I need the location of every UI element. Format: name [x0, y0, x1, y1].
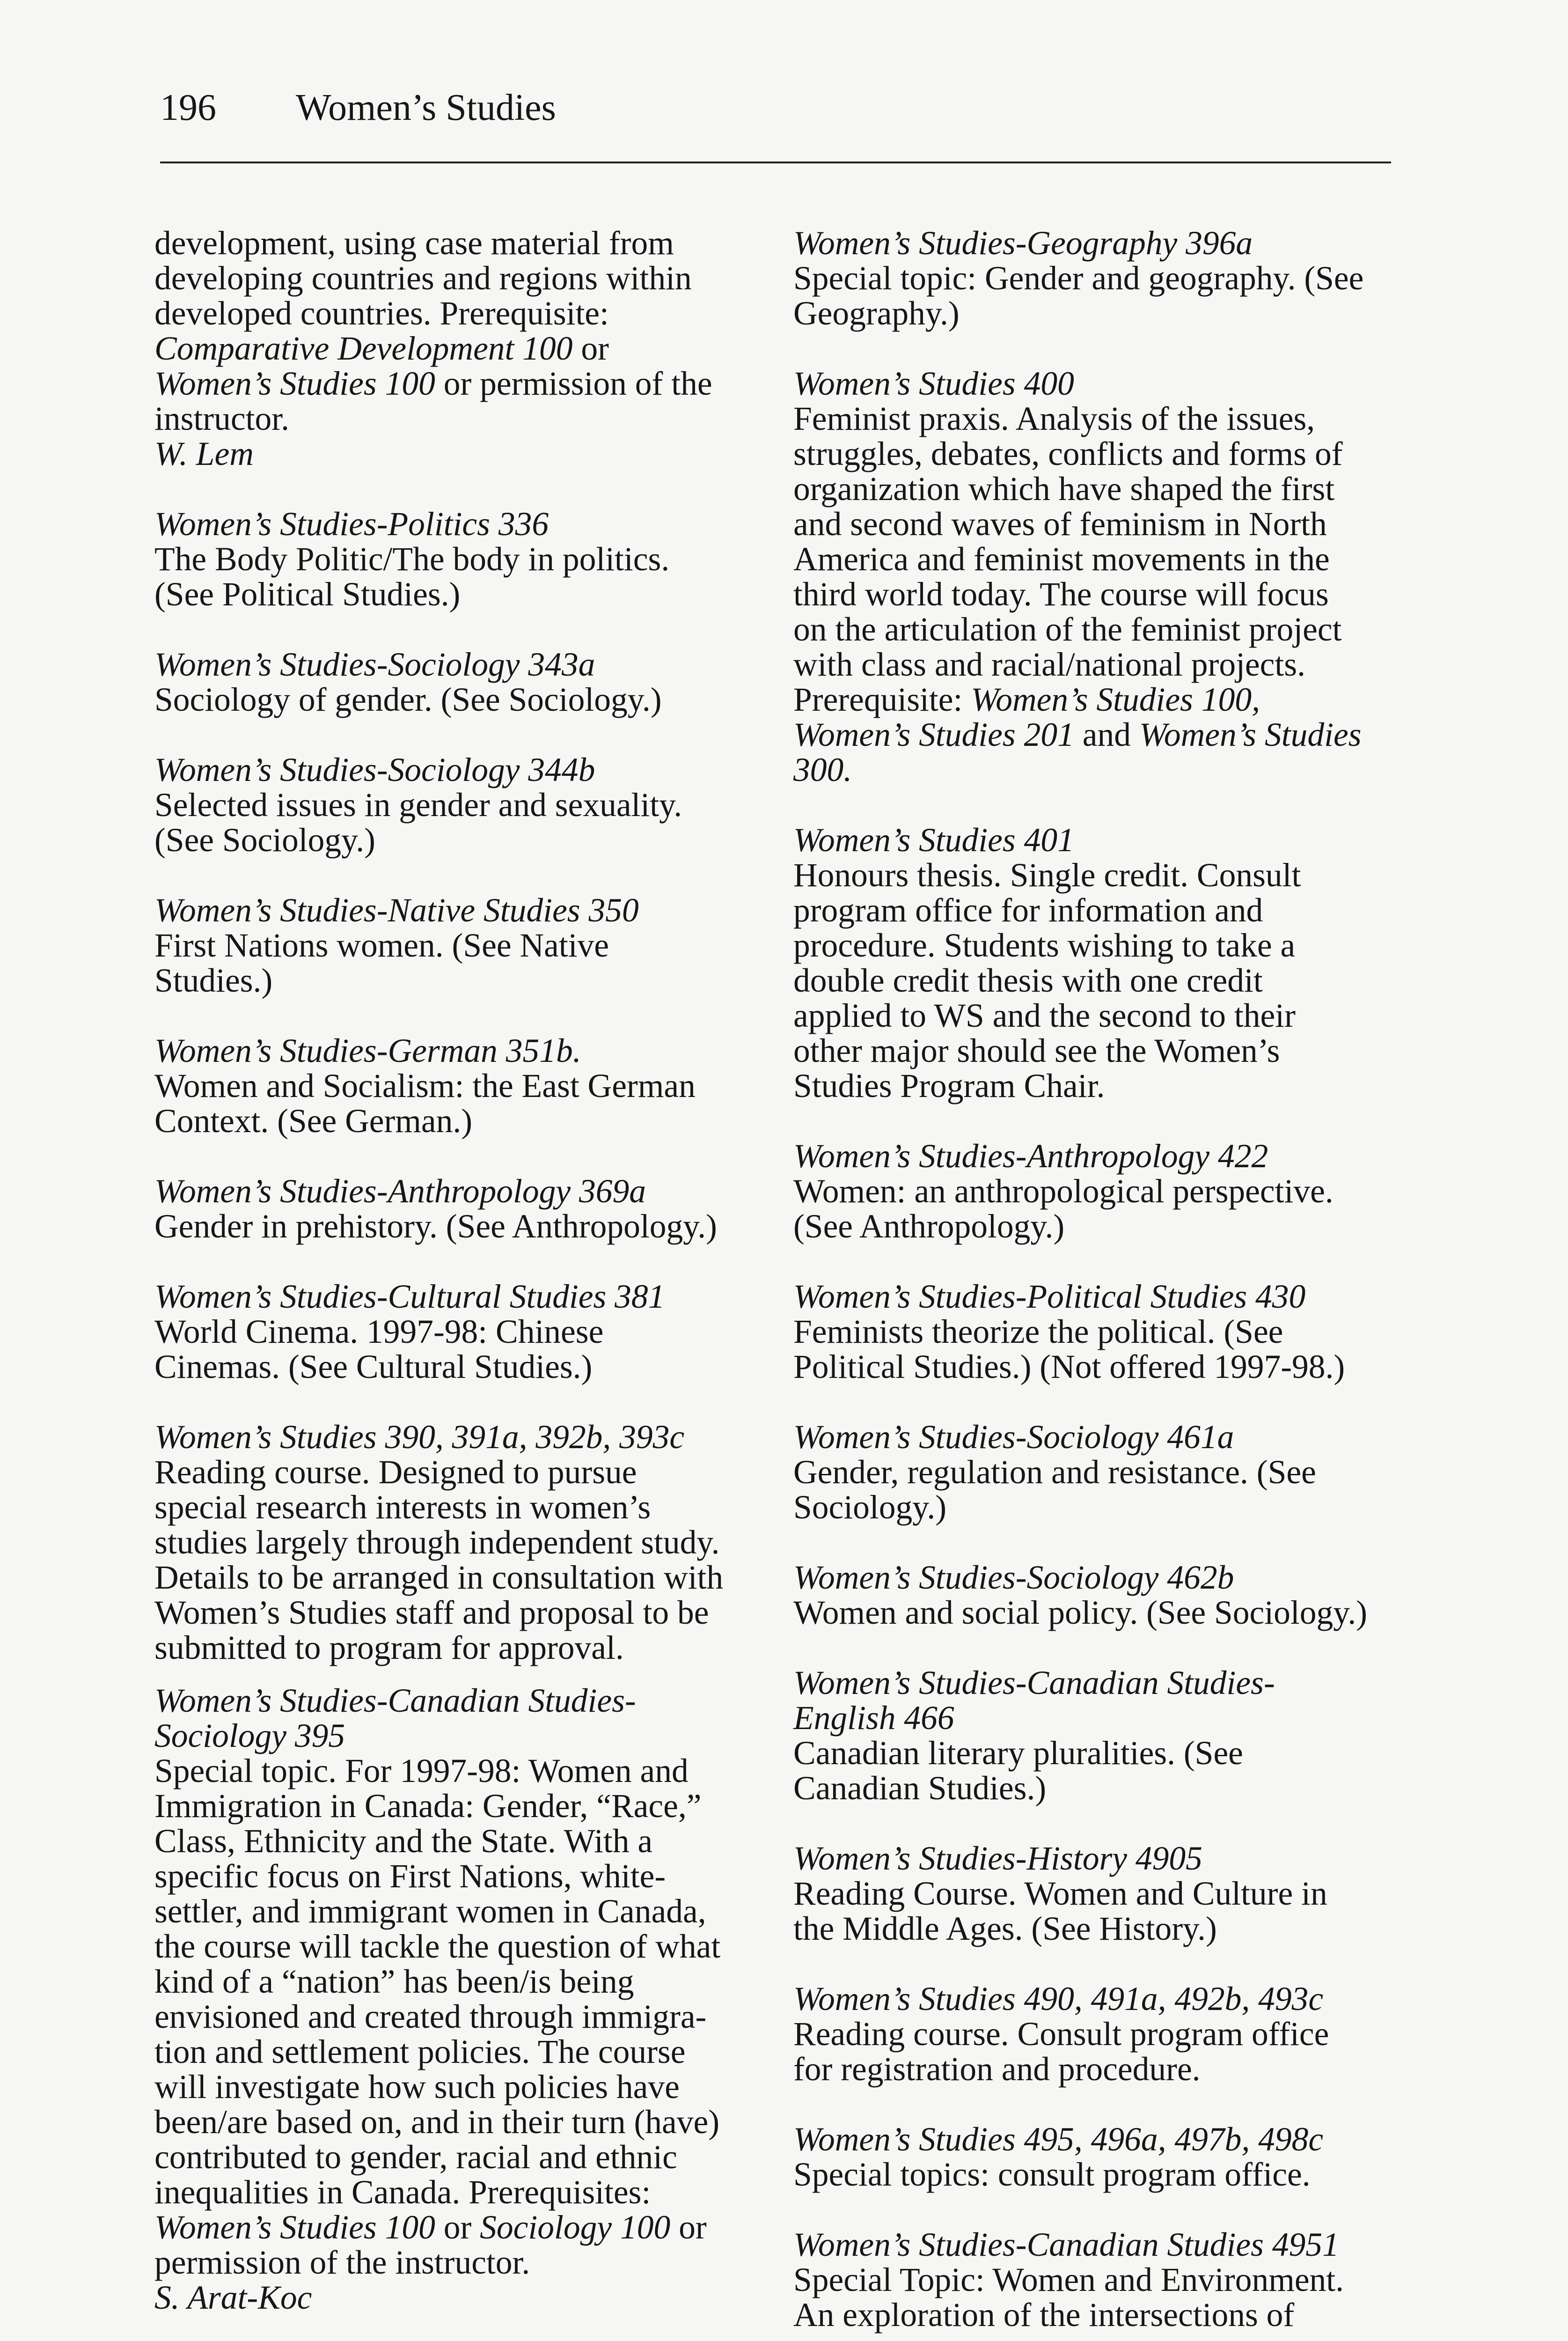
course-entry: [793, 1420, 1416, 1525]
course-desc-line: Special topic. For 1997-98: Women and: [154, 1752, 689, 1789]
course-desc-line: kind of a “nation” has been/is being: [154, 1963, 634, 2000]
course-title: Women’s Studies 401: [793, 822, 1074, 859]
course-desc-line: An exploration of the intersections of: [793, 2297, 1295, 2334]
prerequisite-course: Women’s Studies 100: [154, 2209, 435, 2246]
course-desc-line: for registration and procedure.: [793, 2051, 1201, 2088]
course-title: Women’s Studies-Sociology 462b: [793, 1559, 1234, 1596]
course-entry: [154, 1420, 782, 1665]
course-desc-line: Special Topic: Women and Environment.: [793, 2261, 1344, 2298]
conjunction: and: [1074, 716, 1139, 753]
course-desc-line: been/are based on, and in their turn (have): [154, 2104, 720, 2141]
course-title: Women’s Studies-Politics 336: [154, 506, 549, 543]
prerequisite-line: [793, 752, 1416, 788]
course-desc-line: settler, and immigrant women in Canada,: [154, 1893, 706, 1930]
course-title: Women’s Studies-Anthropology 422: [793, 1138, 1268, 1175]
course-title: Sociology 395: [154, 1717, 345, 1754]
course-desc-line: (See Anthropology.): [793, 1208, 1065, 1245]
conjunction: or permission of the: [435, 365, 712, 402]
course-entry: [793, 1665, 1416, 1806]
course-entry: [154, 1033, 782, 1139]
course-title: Women’s Studies-Canadian Studies-: [154, 1682, 636, 1719]
prerequisite-course: Comparative Development 100: [154, 330, 573, 367]
course-title: Women’s Studies-Geography 396a: [793, 225, 1253, 262]
course-desc-line: submitted to program for approval.: [154, 1629, 624, 1666]
course-title: Women’s Studies-Native Studies 350: [154, 892, 639, 929]
course-desc-line: America and feminist movements in the: [793, 541, 1330, 578]
course-desc-line: Canadian Studies.): [793, 1770, 1047, 1807]
course-desc-line: First Nations women. (See Native: [154, 927, 609, 964]
course-desc-line: Selected issues in gender and sexuality.: [154, 787, 682, 824]
course-entry: [793, 2122, 1416, 2192]
right-column: [793, 226, 1416, 2341]
page-number: 196: [160, 87, 216, 128]
course-entry: [154, 752, 782, 858]
course-desc-line: inequalities in Canada. Prerequisites:: [154, 2174, 651, 2211]
course-entry: [793, 823, 1416, 1104]
course-desc-line: (See Political Studies.): [154, 576, 461, 613]
course-desc-line: will investigate how such policies have: [154, 2069, 680, 2105]
course-desc-line: Immigration in Canada: Gender, “Race,”: [154, 1788, 702, 1825]
desc-line: instructor.: [154, 400, 289, 437]
course-entry: [154, 1683, 782, 2315]
course-entry: [154, 647, 782, 717]
course-desc-line: Women and Socialism: the East German: [154, 1067, 696, 1104]
continued-course-description: [154, 226, 782, 471]
course-desc-line: Sociology.): [793, 1489, 947, 1526]
course-desc-line: double credit thesis with one credit: [793, 962, 1263, 999]
course-desc-line: Geography.): [793, 295, 960, 332]
desc-line: development, using case material from: [154, 225, 674, 262]
course-desc-line: Class, Ethnicity and the State. With a: [154, 1823, 653, 1860]
prerequisite-course: Women’s Studies: [1139, 716, 1362, 753]
course-desc-line: struggles, debates, conflicts and forms of: [793, 435, 1343, 472]
left-column: [154, 226, 782, 2341]
course-entry: [793, 226, 1416, 331]
course-title: Women’s Studies-Political Studies 430: [793, 1278, 1306, 1315]
conjunction: or: [435, 2209, 480, 2246]
course-title: Women’s Studies 495, 496a, 497b, 498c: [793, 2121, 1324, 2158]
course-desc-line: organization which have shaped the first: [793, 471, 1335, 508]
course-desc-line: Feminists theorize the political. (See: [793, 1313, 1283, 1350]
course-desc-line: Cinemas. (See Cultural Studies.): [154, 1348, 593, 1385]
prerequisite-line: [793, 682, 1416, 717]
course-desc-line: studies largely through independent study.: [154, 1524, 720, 1561]
desc-line: developed countries. Prerequisite:: [154, 295, 609, 332]
course-desc-line: Women: an anthropological perspective.: [793, 1173, 1334, 1210]
course-entry: [154, 507, 782, 612]
course-title: English 466: [793, 1700, 954, 1737]
course-desc-line: Details to be arranged in consultation with: [154, 1559, 724, 1596]
course-desc-line: and second waves of feminism in North: [793, 506, 1327, 543]
course-desc-line: permission of the instructor.: [154, 2244, 530, 2281]
desc-line: developing countries and regions within: [154, 260, 692, 297]
course-title: Women’s Studies-Anthropology 369a: [154, 1173, 646, 1210]
course-desc-line: Studies Program Chair.: [793, 1067, 1105, 1104]
course-title: Women’s Studies-Sociology 343a: [154, 646, 595, 683]
course-title: Women’s Studies-History 4905: [793, 1840, 1202, 1877]
course-desc-line: Special topics: consult program office.: [793, 2156, 1311, 2193]
course-desc-line: Special topic: Gender and geography. (See: [793, 260, 1364, 297]
course-desc-line: applied to WS and the second to their: [793, 997, 1296, 1034]
course-entry: [793, 1279, 1416, 1384]
course-title: Women’s Studies-German 351b.: [154, 1032, 581, 1069]
course-desc-line: Reading course. Consult program office: [793, 2016, 1329, 2053]
course-desc-line: procedure. Students wishing to take a: [793, 927, 1296, 964]
course-desc-line: specific focus on First Nations, white-: [154, 1858, 666, 1895]
course-desc-line: program office for information and: [793, 892, 1263, 929]
prerequisite-course: Women’s Studies 100: [154, 365, 435, 402]
course-desc-line: other major should see the Women’s: [793, 1032, 1280, 1069]
course-desc-line: Context. (See German.): [154, 1103, 473, 1140]
course-desc-line: the Middle Ages. (See History.): [793, 1910, 1217, 1947]
prerequisite-label: Prerequisite:: [793, 681, 971, 718]
course-entry: [793, 1139, 1416, 1244]
page-header: [160, 77, 1391, 163]
conjunction: or: [572, 330, 609, 367]
course-desc-line: Women’s Studies staff and proposal to be: [154, 1594, 709, 1631]
course-desc-line: Canadian literary pluralities. (See: [793, 1735, 1243, 1772]
course-desc-line: Women and social policy. (See Sociology.): [793, 1594, 1368, 1631]
course-desc-line: contributed to gender, racial and ethnic: [154, 2139, 677, 2176]
running-title: Women’s Studies: [296, 87, 556, 128]
prerequisite-line: [154, 331, 782, 366]
course-desc-line: Gender, regulation and resistance. (See: [793, 1454, 1316, 1491]
course-title: Women’s Studies 390, 391a, 392b, 393c: [154, 1419, 685, 1456]
course-desc-line: Feminist praxis. Analysis of the issues,: [793, 400, 1315, 437]
course-entry: [793, 1560, 1416, 1630]
course-desc-line: on the articulation of the feminist project: [793, 611, 1342, 648]
course-entry: [793, 366, 1416, 788]
course-desc-line: Political Studies.) (Not offered 1997-98.): [793, 1348, 1345, 1385]
course-entry: [154, 893, 782, 998]
course-entry: [154, 1279, 782, 1384]
course-entry: [154, 1174, 782, 1244]
course-entry: [793, 2227, 1416, 2333]
course-title: Women’s Studies-Canadian Studies-: [793, 1664, 1275, 1701]
course-desc-line: Gender in prehistory. (See Anthropology.): [154, 1208, 717, 1245]
prerequisite-course: 300.: [793, 751, 852, 788]
course-title: Women’s Studies-Sociology 461a: [793, 1419, 1234, 1456]
prerequisite-course: Women’s Studies 201: [793, 716, 1074, 753]
course-desc-line: special research interests in women’s: [154, 1489, 651, 1526]
prerequisite-line: [154, 366, 782, 401]
prerequisite-line: [793, 717, 1416, 752]
course-desc-line: World Cinema. 1997-98: Chinese: [154, 1313, 604, 1350]
course-desc-line: Reading Course. Women and Culture in: [793, 1875, 1327, 1912]
course-desc-line: (See Sociology.): [154, 822, 375, 859]
course-desc-line: Sociology of gender. (See Sociology.): [154, 681, 662, 718]
course-desc-line: the course will tackle the question of what: [154, 1928, 721, 1965]
course-desc-line: envisioned and created through immigra-: [154, 1998, 707, 2035]
course-desc-line: Honours thesis. Single credit. Consult: [793, 857, 1301, 894]
course-title: Women’s Studies 400: [793, 365, 1074, 402]
prerequisite-course: Women’s Studies 100,: [971, 681, 1260, 718]
course-desc-line: Reading course. Designed to pursue: [154, 1454, 637, 1491]
conjunction: or: [670, 2209, 707, 2246]
course-title: Women’s Studies 490, 491a, 492b, 493c: [793, 1980, 1324, 2017]
course-desc-line: tion and settlement policies. The course: [154, 2033, 686, 2070]
course-desc-line: The Body Politic/The body in politics.: [154, 541, 670, 578]
course-title: Women’s Studies-Canadian Studies 4951: [793, 2226, 1339, 2263]
instructor-name: S. Arat-Koc: [154, 2279, 312, 2316]
course-entry: [793, 1981, 1416, 2087]
course-entry: [793, 1841, 1416, 1946]
prerequisite-line: [154, 2210, 782, 2245]
prerequisite-course: Sociology 100: [480, 2209, 671, 2246]
course-desc-line: third world today. The course will focus: [793, 576, 1329, 613]
course-desc-line: with class and racial/national projects.: [793, 646, 1305, 683]
course-title: Women’s Studies-Cultural Studies 381: [154, 1278, 665, 1315]
course-desc-line: Studies.): [154, 962, 273, 999]
course-title: Women’s Studies-Sociology 344b: [154, 751, 595, 788]
instructor-name: W. Lem: [154, 435, 254, 472]
